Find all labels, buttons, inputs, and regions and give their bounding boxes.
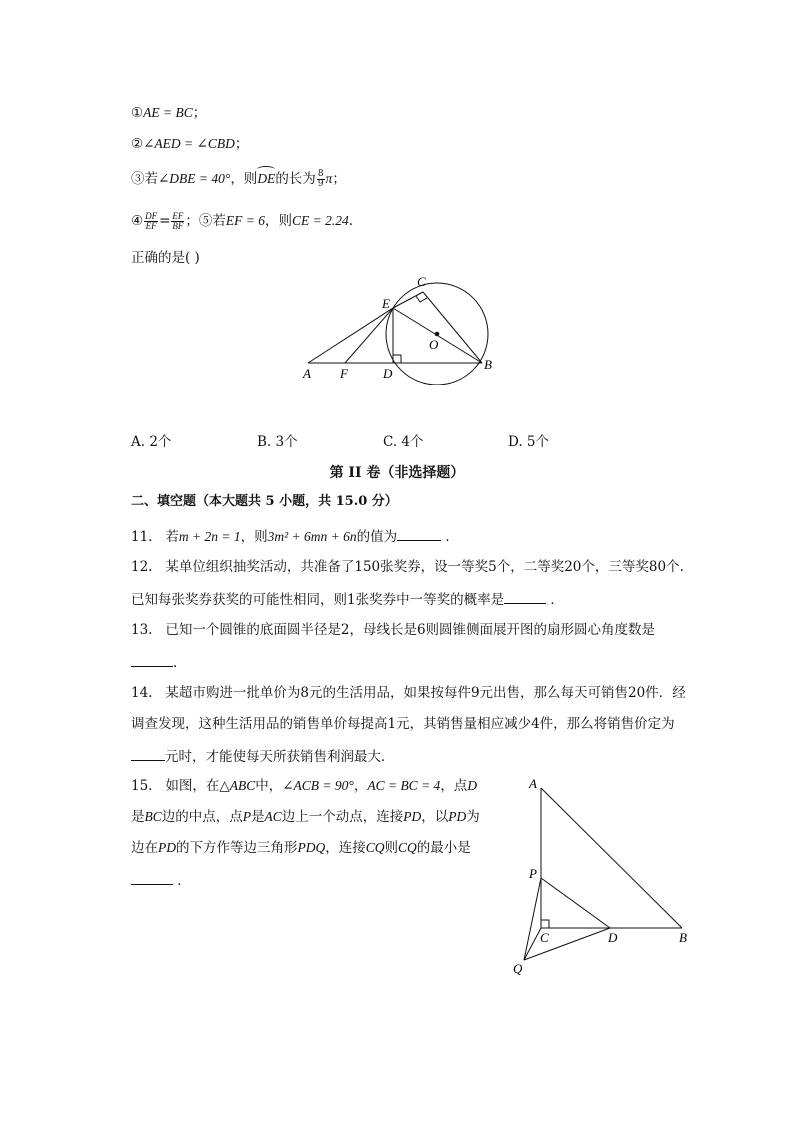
center-dot <box>435 332 439 336</box>
right-angle-c <box>541 920 549 928</box>
segment-dq <box>524 928 610 960</box>
arc-de: DE <box>257 171 276 186</box>
question-13-line-2: . <box>131 652 177 672</box>
label-d: D <box>608 930 618 945</box>
option-d[interactable]: D. 5个 <box>508 434 550 450</box>
question-15-line-4: ． <box>131 870 191 890</box>
fraction-df-ef: $\frac{DF}{EF}$ <box>145 211 158 231</box>
question-14-line-1: 14. 某超市购进一批单价为8元的生活用品，如果按每件9元出售，那么每天可销售20件．经 <box>131 685 686 701</box>
label-b: B <box>484 357 492 372</box>
section-title: 第 II 卷（非选择题） <box>329 465 465 481</box>
label-d: D <box>383 366 393 381</box>
question-13-line-1: 13. 已知一个圆锥的底面圆半径是2，母线长是6则圆锥侧面展开图的扇形圆心角度数是 <box>131 622 656 638</box>
figure-circle-triangle <box>295 270 515 385</box>
figure-triangle-pdq <box>505 770 705 980</box>
question-14-line-3: 元时，才能使每天所获销售利润最大． <box>131 746 395 766</box>
question-14-line-2: 调查发现，这种生活用品的销售单价每提高1元，其销售量相应减少4件，那么将销售价定为 <box>131 716 675 732</box>
answer-blank-15[interactable] <box>131 870 173 885</box>
segment-pq <box>524 878 541 960</box>
statement-4-5: ④ $\frac{DF}{EF}$ = $\frac{EF}{BF}$ ；⑤若EF = 6，则CE = 2.24. <box>131 211 354 231</box>
question-12-line-2: 已知每张奖券获奖的可能性相同，则1张奖券中一等奖的概率是 ． <box>131 589 564 609</box>
statement-3: ③若∠DBE = 40°，则DE的长为 $\frac{8}{9}$ π； <box>131 169 346 189</box>
label-b: B <box>679 930 687 945</box>
answer-blank-11[interactable] <box>397 526 441 541</box>
label-f: F <box>340 366 348 381</box>
label-e: E <box>382 296 390 311</box>
question-15-line-1: 15. 如图，在△ABC中，∠ACB = 90°，AC = BC = 4，点D <box>131 778 478 794</box>
fraction-8-9: $\frac{8}{9}$ <box>317 169 324 189</box>
segment-cb <box>423 292 482 363</box>
label-q: Q <box>513 961 523 976</box>
answer-blank-14[interactable] <box>131 746 165 761</box>
label-o: O <box>429 337 439 352</box>
label-c: C <box>417 274 426 289</box>
option-c[interactable]: C. 4个 <box>383 434 424 450</box>
segment-cq <box>524 928 541 960</box>
question-12-line-1: 12. 某单位组织抽奖活动，共准备了150张奖券，设一等奖5个，二等奖20个，三等奖80个. <box>131 559 684 575</box>
segment-ae <box>308 308 393 363</box>
option-a[interactable]: A. 2个 <box>131 434 172 450</box>
option-b[interactable]: B. 3个 <box>257 434 298 450</box>
segment-pd <box>541 878 610 928</box>
right-angle-c <box>416 296 427 302</box>
fraction-ef-bf: $\frac{EF}{BF}$ <box>172 211 184 231</box>
label-p: P <box>529 866 537 881</box>
label-c: C <box>540 930 549 945</box>
answer-blank-13[interactable] <box>131 652 173 667</box>
label-a: A <box>303 366 311 381</box>
segment-ab <box>541 788 682 928</box>
question-15-line-3: 边在PD的下方作等边三角形PDQ，连接CQ则CQ的最小是 <box>131 840 471 856</box>
part2-heading: 二、填空题（本大题共 5 小题，共 15.0 分） <box>131 494 398 509</box>
answer-blank-12[interactable] <box>504 589 546 604</box>
label-a: A <box>529 776 537 791</box>
statement-2: ②∠AED = ∠CBD； <box>131 136 249 152</box>
question-11: 11. 若m + 2n = 1，则3m² + 6mn + 6n的值为 ． <box>131 526 459 546</box>
question-15-line-2: 是BC边的中点，点P是AC边上一个动点，连接PD，以PD为 <box>131 809 480 825</box>
question-10-prompt: 正确的是( ) <box>131 250 200 266</box>
statement-1: ①AE = BC； <box>131 105 207 121</box>
